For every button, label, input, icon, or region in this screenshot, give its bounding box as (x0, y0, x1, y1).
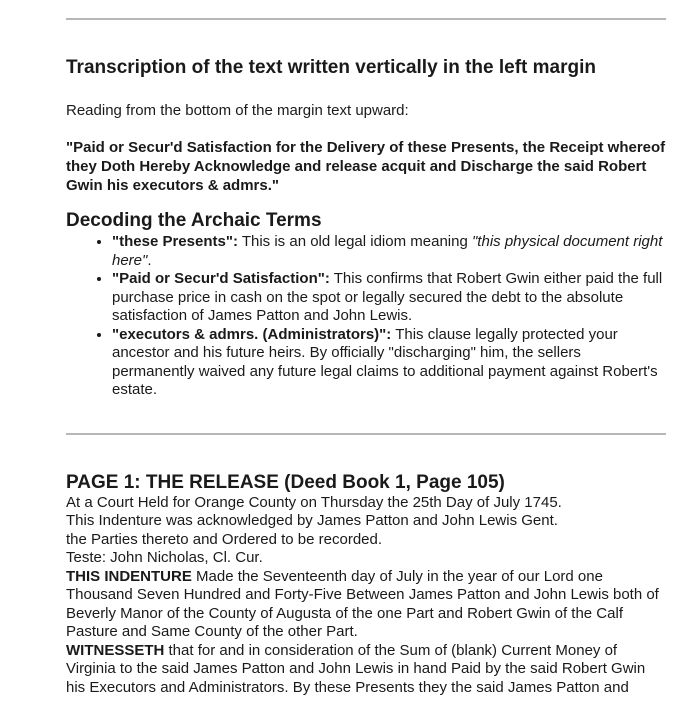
court-line: the Parties thereto and Ordered to be recorded. (66, 530, 383, 548)
term-tail: . (147, 251, 152, 269)
indenture-text: Made the Seventeenth day of July in the year of our Lord one Thousand Seven Hundred and Forty-Five Between James Patton and John Lewis both of Beverly Manor of the County of Augusta of the one Part and Robert Gwin of the Calf Pasture and Same County of the other Part. (66, 567, 659, 640)
witnesseth-text: that for and in consideration of the Sum of (blank) Current Money of Virginia to the said James Patton and John Lewis in hand Paid by the said Robert Gwin his Executors and Administrators. By these Presents they the said James Patton and (66, 641, 646, 696)
witnesseth-paragraph (66, 642, 666, 698)
margin-quote: "Paid or Secur'd Satisfaction for the Delivery of these Presents, the Receipt whereof they Doth Hereby Acknowledge and release acquit and Discharge the said Robert Gwin his executors & admrs." (66, 139, 666, 194)
term-label: "Paid or Secur'd Satisfaction": (112, 270, 330, 287)
term-label: "executors & admrs. (Administrators)": (112, 325, 392, 343)
release-heading: PAGE 1: THE RELEASE (Deed Book 1, Page 105) (66, 471, 505, 493)
transcription-intro: Reading from the bottom of the margin text upward: (66, 102, 409, 119)
document-page (66, 0, 666, 697)
decoding-heading: Decoding the Archaic Terms (66, 210, 322, 231)
indenture-lead: THIS INDENTURE (66, 567, 192, 585)
list-item (112, 270, 666, 326)
indenture-paragraph (66, 568, 666, 642)
horizontal-rule (66, 18, 666, 20)
witnesseth-lead: WITNESSETH (66, 641, 165, 659)
court-line: At a Court Held for Orange County on Thursday the 25th Day of July 1745. (66, 493, 562, 511)
term-text: This is an old legal idiom meaning (237, 233, 472, 250)
term-emphasis: "this physical document right here" (112, 233, 663, 269)
horizontal-rule (66, 433, 666, 435)
court-line: Teste: John Nicholas, Cl. Cur. (66, 549, 263, 566)
term-text: This clause legally protected your ancestor and his future heirs. By officially "discharging" him, the sellers permanently waived any future legal claims to additional payment against Robert's estate. (112, 325, 658, 398)
list-item (112, 326, 666, 400)
term-label: "these Presents": (112, 233, 238, 250)
term-text: This confirms that Robert Gwin either paid the full purchase price in cash on the spot or legally secured the debt to the absolute satisfaction of James Patton and John Lewis. (112, 270, 663, 324)
terms-list (66, 233, 666, 400)
list-item (112, 233, 666, 270)
transcription-heading: Transcription of the text written vertically in the left margin (66, 57, 596, 78)
release-body (66, 494, 666, 698)
court-line: This Indenture was acknowledged by James Patton and John Lewis Gent. (66, 512, 558, 529)
